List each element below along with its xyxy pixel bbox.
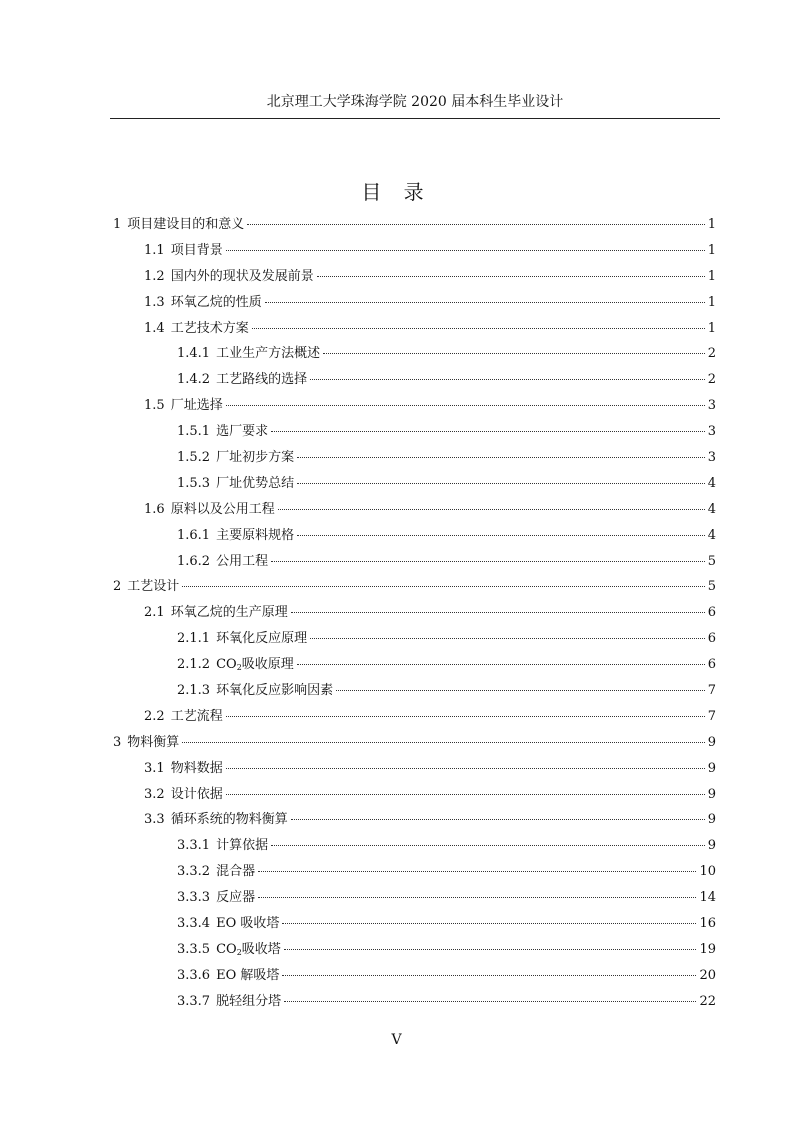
toc-entry-number: 3.3.5 (177, 941, 211, 957)
toc-entry-page: 9 (707, 786, 716, 802)
toc-entry-text: 反应器 (216, 890, 256, 906)
toc-entry-page: 9 (707, 760, 716, 776)
toc-dot-leader (284, 1001, 696, 1002)
toc-dot-leader (271, 845, 705, 846)
toc-entry[interactable] (110, 679, 716, 705)
toc-entry[interactable] (110, 783, 716, 809)
toc-entry-label (177, 912, 279, 931)
toc-entry[interactable] (110, 990, 716, 1016)
toc-entry-page: 5 (707, 579, 716, 595)
toc-entry-page: 1 (707, 217, 716, 232)
toc-entry-label (177, 938, 281, 957)
toc-entry-page: 10 (699, 864, 716, 880)
toc-entry[interactable] (110, 394, 716, 420)
toc-entry-page: 9 (707, 838, 716, 854)
toc-entry-page: 1 (707, 320, 716, 336)
toc-entry[interactable] (110, 446, 716, 472)
toc-entry[interactable] (110, 420, 716, 446)
toc-dot-leader (297, 664, 705, 665)
toc-entry-text: 厂址初步方案 (216, 450, 295, 466)
toc-entry-label (113, 213, 244, 232)
toc-dot-leader (284, 949, 697, 950)
toc-entry-label (177, 446, 294, 465)
toc-dot-leader (247, 224, 704, 225)
toc-entry-number: 2.1.1 (177, 631, 211, 647)
toc-entry-text: 物料数据 (170, 760, 223, 776)
toc-entry-number: 2 (113, 579, 122, 595)
toc-entry-text: 工艺技术方案 (170, 320, 249, 336)
toc-entry-text: 物料衡算 (127, 734, 180, 750)
toc-entry-number: 3.1 (144, 760, 165, 776)
toc-entry-number: 2.1.2 (177, 657, 211, 673)
toc-entry-text: 工艺路线的选择 (216, 372, 308, 388)
toc-entry-number: 3.3.2 (177, 864, 211, 880)
toc-dot-leader (182, 742, 704, 743)
toc-entry-text: 工艺设计 (127, 579, 180, 595)
toc-entry-page: 3 (707, 424, 716, 440)
toc-entry-label (177, 368, 307, 387)
toc-entry-label (177, 342, 320, 361)
toc-dot-leader (291, 819, 705, 820)
toc-entry-label (177, 990, 281, 1009)
toc-entry[interactable] (110, 342, 716, 368)
toc-dot-leader (297, 535, 705, 536)
toc-entry-label (144, 291, 262, 310)
toc-entry-page: 7 (707, 683, 716, 699)
toc-entry-label (177, 472, 294, 491)
toc-entry-number: 1 (113, 217, 122, 232)
toc-entry-page: 6 (707, 605, 716, 621)
toc-entry-page: 3 (707, 450, 716, 466)
toc-entry[interactable] (110, 601, 716, 627)
toc-entry-text: 循环系统的物料衡算 (170, 812, 288, 828)
toc-dot-leader (182, 586, 704, 587)
toc-entry-text: 环氧化反应影响因素 (216, 683, 334, 699)
toc-entry-number: 2.1 (144, 605, 165, 621)
toc-dot-leader (282, 923, 696, 924)
toc-entry-label (177, 627, 307, 646)
toc-entry-label (144, 498, 275, 517)
toc-entry-number: 3 (113, 734, 122, 750)
toc-dot-leader (336, 690, 705, 691)
toc-entry-number: 1.6.2 (177, 553, 211, 569)
toc-dot-leader (278, 509, 705, 510)
toc-entry[interactable] (110, 886, 716, 912)
toc-entry-number: 1.1 (144, 242, 165, 258)
toc-entry[interactable] (110, 239, 716, 265)
toc-dot-leader (226, 716, 705, 717)
toc-entry-page: 9 (707, 734, 716, 750)
toc-entry-page: 22 (699, 993, 716, 1009)
toc-dot-leader (297, 483, 705, 484)
toc-entry-number: 1.5.3 (177, 475, 211, 491)
toc-entry[interactable] (110, 213, 716, 239)
toc-entry-label (144, 808, 288, 827)
toc-dot-leader (291, 612, 705, 613)
toc-entry[interactable] (110, 317, 716, 343)
toc-entry-text: 厂址优势总结 (216, 475, 295, 491)
toc-entry-label (177, 679, 333, 698)
toc-entry-text: 混合器 (216, 864, 256, 880)
header-divider (110, 118, 720, 119)
toc-entry-text: 厂址选择 (170, 398, 223, 414)
running-header: 北京理工大学珠海学院 2020 届本科生毕业设计 (266, 94, 564, 110)
toc-title: 目 录 (361, 180, 432, 204)
toc-entry-label (177, 653, 294, 672)
toc-entry-label (144, 705, 223, 724)
toc-entry-page: 2 (707, 346, 716, 362)
toc-entry-text: 环氧乙烷的生产原理 (170, 605, 288, 621)
toc-entry-text: 脱轻组分塔 (216, 993, 282, 1009)
toc-entry-text: 选厂要求 (216, 424, 269, 440)
toc-entry-label (144, 239, 223, 258)
toc-entry-label (113, 575, 179, 594)
toc-entry-page: 1 (707, 268, 716, 284)
toc-dot-leader (282, 975, 696, 976)
toc-entry-page: 14 (699, 890, 716, 906)
toc-dot-leader (271, 561, 705, 562)
toc-entry[interactable] (110, 265, 716, 291)
toc-entry-text: 主要原料规格 (216, 527, 295, 543)
toc-dot-leader (310, 638, 705, 639)
toc-dot-leader (323, 353, 705, 354)
toc-entry-page: 4 (707, 527, 716, 543)
table-of-contents (110, 213, 716, 1016)
toc-entry-label (113, 731, 179, 750)
toc-entry-label (177, 860, 255, 879)
toc-entry-number: 1.3 (144, 294, 165, 310)
toc-entry[interactable] (110, 964, 716, 990)
toc-entry-label (177, 524, 294, 543)
toc-entry[interactable] (110, 938, 716, 964)
toc-entry-page: 2 (707, 372, 716, 388)
toc-entry[interactable] (110, 550, 716, 576)
toc-entry-number: 1.6 (144, 501, 165, 517)
toc-entry-number: 3.3.3 (177, 890, 211, 906)
toc-entry-text: 工艺流程 (170, 708, 223, 724)
toc-entry[interactable] (110, 912, 716, 938)
toc-entry-text: 公用工程 (216, 553, 269, 569)
toc-dot-leader (265, 302, 705, 303)
toc-entry[interactable] (110, 627, 716, 653)
toc-entry-number: 1.4.2 (177, 372, 211, 388)
toc-entry-number: 2.1.3 (177, 683, 211, 699)
toc-dot-leader (317, 276, 705, 277)
toc-entry[interactable] (110, 731, 716, 757)
toc-entry-page: 5 (707, 553, 716, 569)
toc-entry-number: 3.2 (144, 786, 165, 802)
toc-entry-number: 1.5.2 (177, 450, 211, 466)
toc-entry-text: EO 解吸塔 (216, 967, 280, 983)
toc-entry-text: 项目背景 (170, 242, 223, 258)
toc-entry-number: 3.3.6 (177, 967, 211, 983)
toc-entry-text: EO 吸收塔 (216, 916, 280, 932)
toc-entry[interactable] (110, 653, 716, 679)
toc-entry[interactable] (110, 860, 716, 886)
toc-entry-page: 19 (699, 941, 716, 957)
toc-entry-page: 7 (707, 708, 716, 724)
toc-dot-leader (226, 250, 705, 251)
toc-entry[interactable] (110, 834, 716, 860)
toc-entry-number: 3.3.4 (177, 916, 211, 932)
toc-entry-text: 设计依据 (170, 786, 223, 802)
toc-entry-text: 原料以及公用工程 (170, 501, 275, 517)
toc-entry-number: 1.4 (144, 320, 165, 336)
toc-entry-label (177, 886, 255, 905)
page-number: V (391, 1032, 402, 1048)
toc-entry-text: 国内外的现状及发展前景 (170, 268, 314, 284)
toc-entry-number: 1.5.1 (177, 424, 211, 440)
toc-entry-number: 2.2 (144, 708, 165, 724)
toc-entry-label (144, 783, 223, 802)
toc-entry-text: $CO_2$吸收塔 (216, 941, 281, 957)
toc-entry[interactable] (110, 808, 716, 834)
toc-entry-number: 1.2 (144, 268, 165, 284)
toc-entry[interactable] (110, 575, 716, 601)
toc-entry[interactable] (110, 291, 716, 317)
toc-entry-page: 16 (699, 916, 716, 932)
toc-entry[interactable] (110, 472, 716, 498)
toc-entry-label (144, 317, 249, 336)
toc-dot-leader (226, 768, 705, 769)
toc-entry-text: 计算依据 (216, 838, 269, 854)
toc-entry-page: 4 (707, 475, 716, 491)
toc-dot-leader (271, 431, 705, 432)
toc-dot-leader (252, 328, 705, 329)
toc-entry-text: $CO_2$吸收原理 (216, 657, 294, 673)
toc-entry-number: 1.6.1 (177, 527, 211, 543)
toc-entry-page: 20 (699, 967, 716, 983)
toc-entry[interactable] (110, 757, 716, 783)
toc-entry-page: 4 (707, 501, 716, 517)
toc-entry-page: 1 (707, 242, 716, 258)
toc-dot-leader (297, 457, 705, 458)
toc-entry-label (144, 601, 288, 620)
toc-entry-number: 1.4.1 (177, 346, 211, 362)
toc-dot-leader (310, 379, 705, 380)
toc-entry-number: 3.3.7 (177, 993, 211, 1009)
toc-entry-label (177, 834, 268, 853)
toc-entry-label (144, 265, 314, 284)
toc-entry-page: 6 (707, 657, 716, 673)
toc-dot-leader (258, 897, 696, 898)
toc-entry-number: 3.3 (144, 812, 165, 828)
toc-dot-leader (258, 871, 696, 872)
toc-entry-number: 1.5 (144, 398, 165, 414)
toc-entry-label (177, 420, 268, 439)
toc-entry[interactable] (110, 498, 716, 524)
toc-dot-leader (226, 794, 705, 795)
toc-entry-text: 工业生产方法概述 (216, 346, 321, 362)
toc-entry-label (144, 394, 223, 413)
toc-entry-page: 1 (707, 294, 716, 310)
toc-dot-leader (226, 405, 705, 406)
toc-entry[interactable] (110, 368, 716, 394)
toc-entry-label (177, 550, 268, 569)
toc-entry-label (144, 757, 223, 776)
toc-entry-label (177, 964, 279, 983)
toc-entry[interactable] (110, 705, 716, 731)
toc-entry[interactable] (110, 524, 716, 550)
toc-entry-page: 9 (707, 812, 716, 828)
toc-entry-text: 项目建设目的和意义 (127, 217, 245, 232)
toc-entry-text: 环氧乙烷的性质 (170, 294, 262, 310)
toc-entry-page: 6 (707, 631, 716, 647)
toc-entry-number: 3.3.1 (177, 838, 211, 854)
toc-entry-text: 环氧化反应原理 (216, 631, 308, 647)
toc-entry-page: 3 (707, 398, 716, 414)
